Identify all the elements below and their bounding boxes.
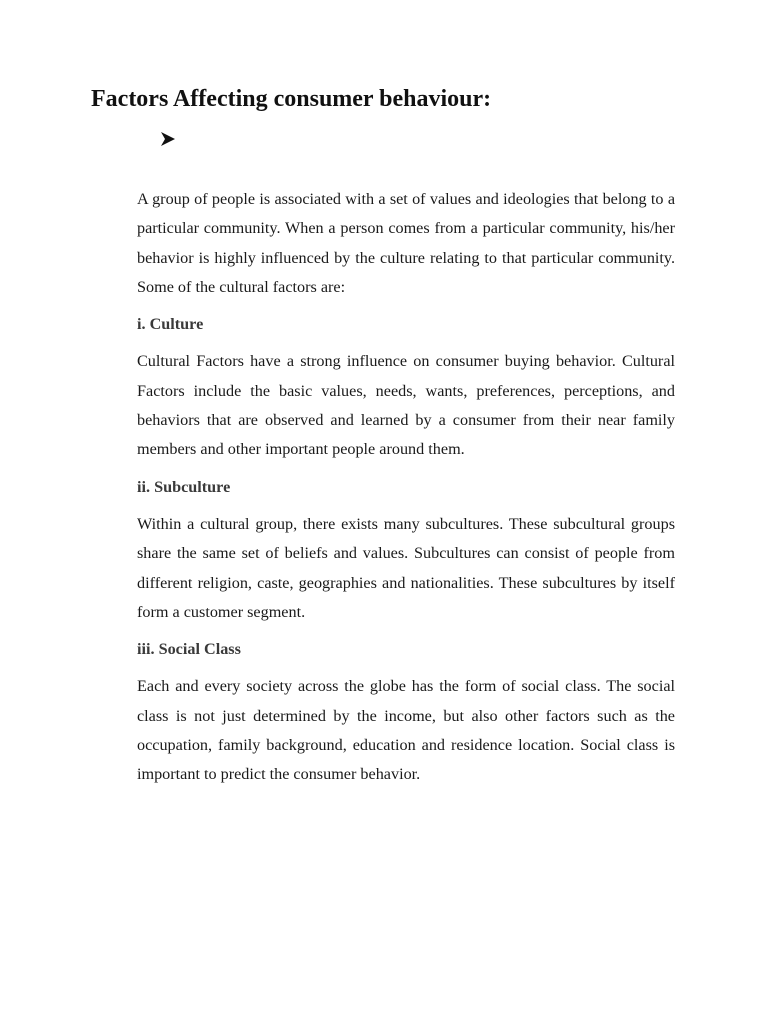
document-body bbox=[137, 185, 675, 798]
section-text-social-class: Each and every society across the globe has the form of social class. The social class is not just determined by the income, but also other factors such as the occupation, family background, education and residence location. Social class is important to predict the consumer behavior. bbox=[137, 677, 675, 784]
intro-paragraph: A group of people is associated with a set of values and ideologies that belong to a particular community. When a person comes from a particular community, his/her behavior is highly influenced by the culture relating to that particular community. Some of the cultural factors are: bbox=[137, 190, 675, 296]
section-text-subculture: Within a cultural group, there exists many subcultures. These subcultural groups share the same set of beliefs and values. Subcultures can consist of people from different religion, caste, geographies and nationalities. These subcultures by itself form a customer segment. bbox=[137, 514, 675, 621]
section-heading-social-class: iii. Social Class bbox=[137, 640, 241, 659]
arrowhead-bullet-icon bbox=[159, 130, 177, 148]
section-heading-culture: i. Culture bbox=[137, 315, 204, 334]
section-text-culture: Cultural Factors have a strong influence on consumer buying behavior. Cultural Factors include the basic values, needs, wants, preferences, perceptions, and behaviors that are observed and learned by a consumer from their near family members and other important people around them. bbox=[137, 352, 675, 459]
section-heading-subculture: ii. Subculture bbox=[137, 477, 231, 496]
page-title: Factors Affecting consumer behaviour: bbox=[91, 86, 492, 112]
